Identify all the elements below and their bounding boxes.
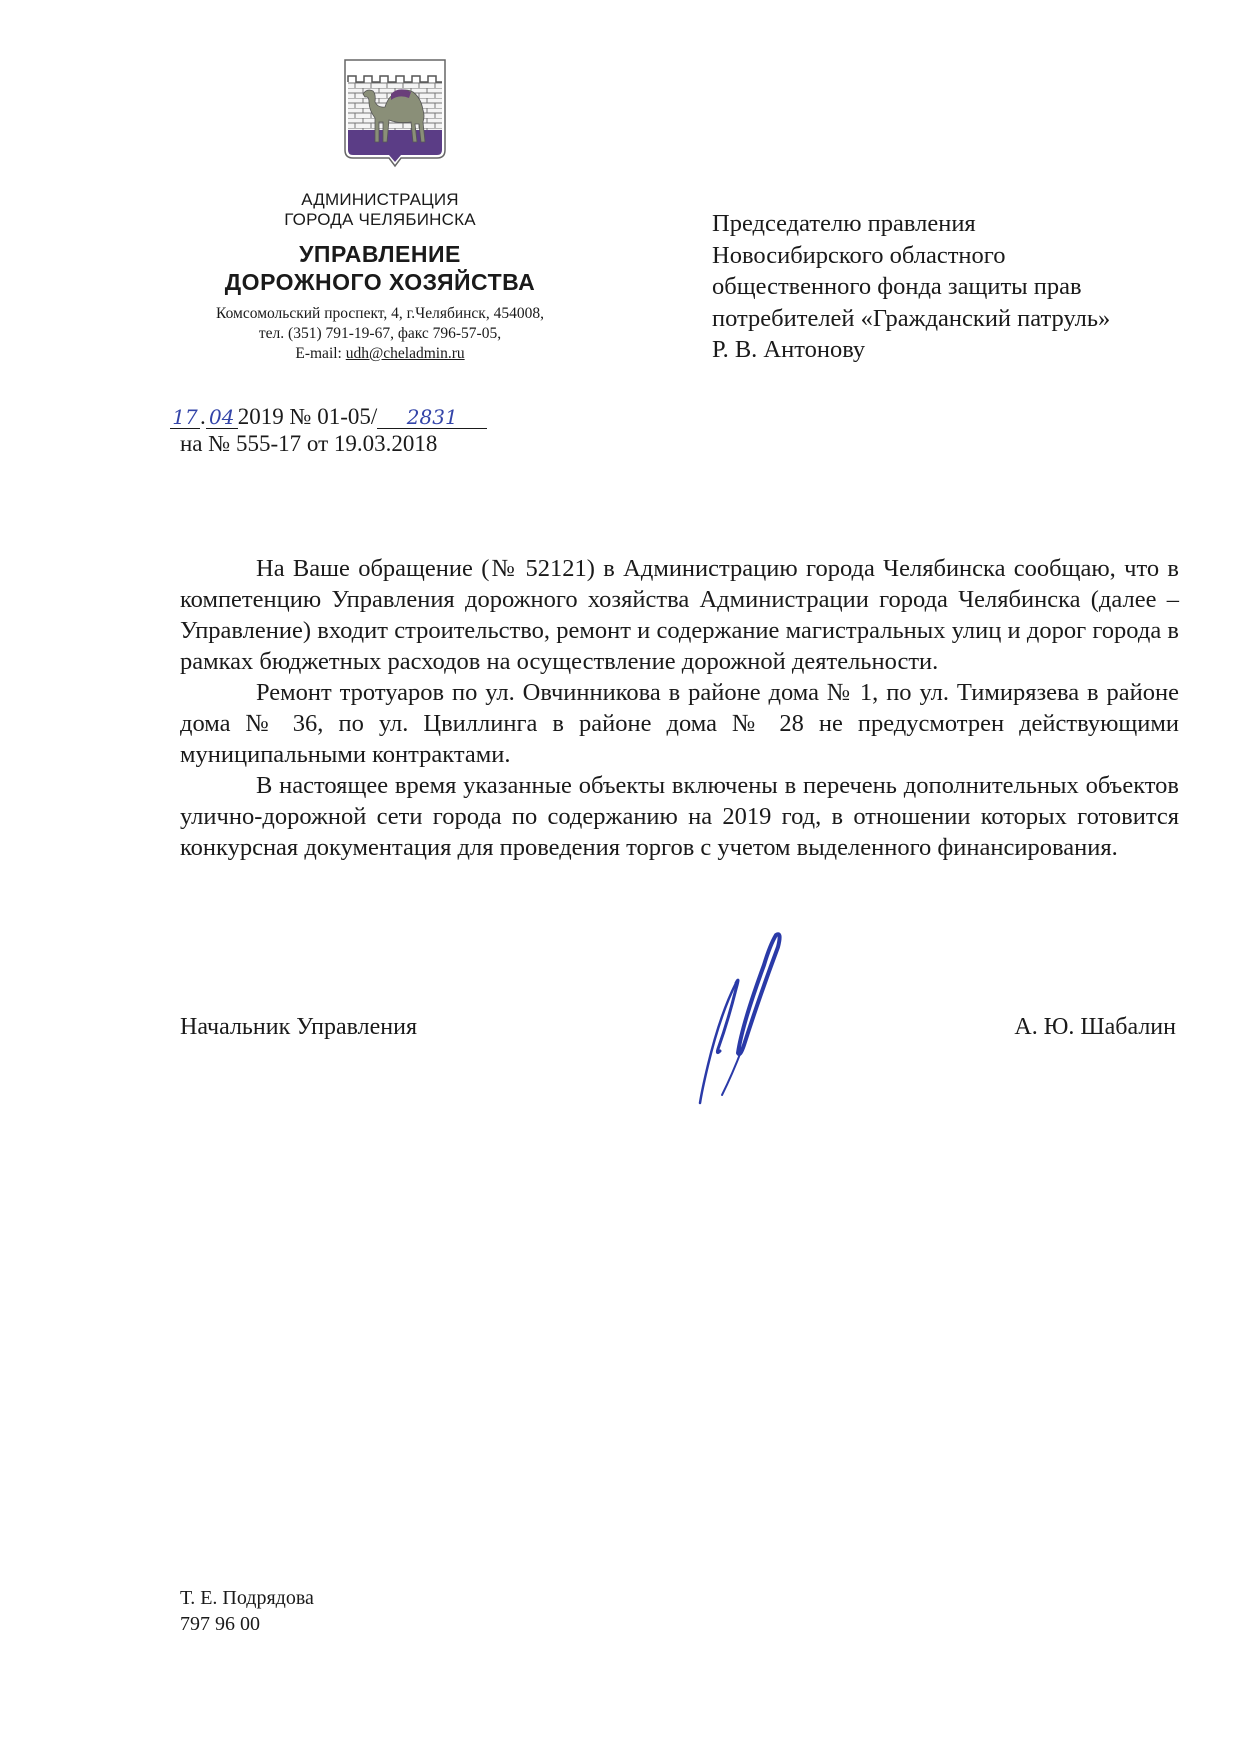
executor-block xyxy=(180,1585,314,1637)
email-link[interactable]: udh@cheladmin.ru xyxy=(345,345,465,362)
signatory-title: Начальник Управления xyxy=(180,1014,417,1040)
signatory-name: А. Ю. Шабалин xyxy=(1014,1014,1176,1040)
date-month: 04 xyxy=(206,406,238,429)
paragraph: В настоящее время указанные объекты включены в перечень дополнительных объектов улично-дорожной сети города по содержанию на 2019 год, в отношении которых готовится конкурсная документация для проведения торгов с учетом выделенного финансирования. xyxy=(180,772,1179,861)
recipient-block: Председателю правления Новосибирского областного общественного фонда защиты прав потребителей «Гражданский патруль» Р. В. Антонову xyxy=(712,210,1111,363)
address: Комсомольский проспект, 4, г.Челябинск, 454008, xyxy=(216,305,544,322)
paragraph: На Ваше обращение (№ 52121) в Администрацию города Челябинска сообщаю, что в компетенцию Управления дорожного хозяйства Администрации города Челябинска (далее – Управление) входит строительство, ремонт и содержание магистральных улиц и дорог города в рамках бюджетных расходов на осуществление дорожной деятельности. xyxy=(180,555,1179,675)
handwritten-signature-icon xyxy=(660,925,800,1105)
phones: тел. (351) 791-19-67, факс 796-57-05, xyxy=(258,325,502,342)
coat-of-arms-icon xyxy=(343,58,447,170)
executor-name: Т. Е. Подрядова xyxy=(180,1587,314,1609)
reply-to-reference: на № 555-17 от 19.03.2018 xyxy=(180,431,438,456)
number-prefix: № 01-05/ xyxy=(289,404,378,429)
department-contacts xyxy=(160,304,600,364)
paragraph: Ремонт тротуаров по ул. Овчинникова в районе дома № 1, по ул. Тимирязева в районе дома № 36, по ул. Цвиллинга в районе дома № 28 не предусмотрен действующими муниципальными контрактами. xyxy=(180,679,1179,768)
date-year: 2019 xyxy=(237,404,284,429)
admin-name: АДМИНИСТРАЦИЯ ГОРОДА ЧЕЛЯБИНСКА xyxy=(284,190,476,229)
registration-number: 2831 xyxy=(377,406,487,429)
department-name: УПРАВЛЕНИЕ ДОРОЖНОГО ХОЗЯЙСТВА xyxy=(224,241,536,295)
date-day: 17 xyxy=(170,406,200,429)
executor-phone: 797 96 00 xyxy=(180,1613,260,1635)
email-line: E-mail: udh@cheladmin.ru xyxy=(295,345,465,362)
letterhead xyxy=(160,190,600,364)
outgoing-reference: 17. 04 2019 № 01-05/ 2831 xyxy=(170,403,487,431)
letter-body xyxy=(180,553,1179,863)
